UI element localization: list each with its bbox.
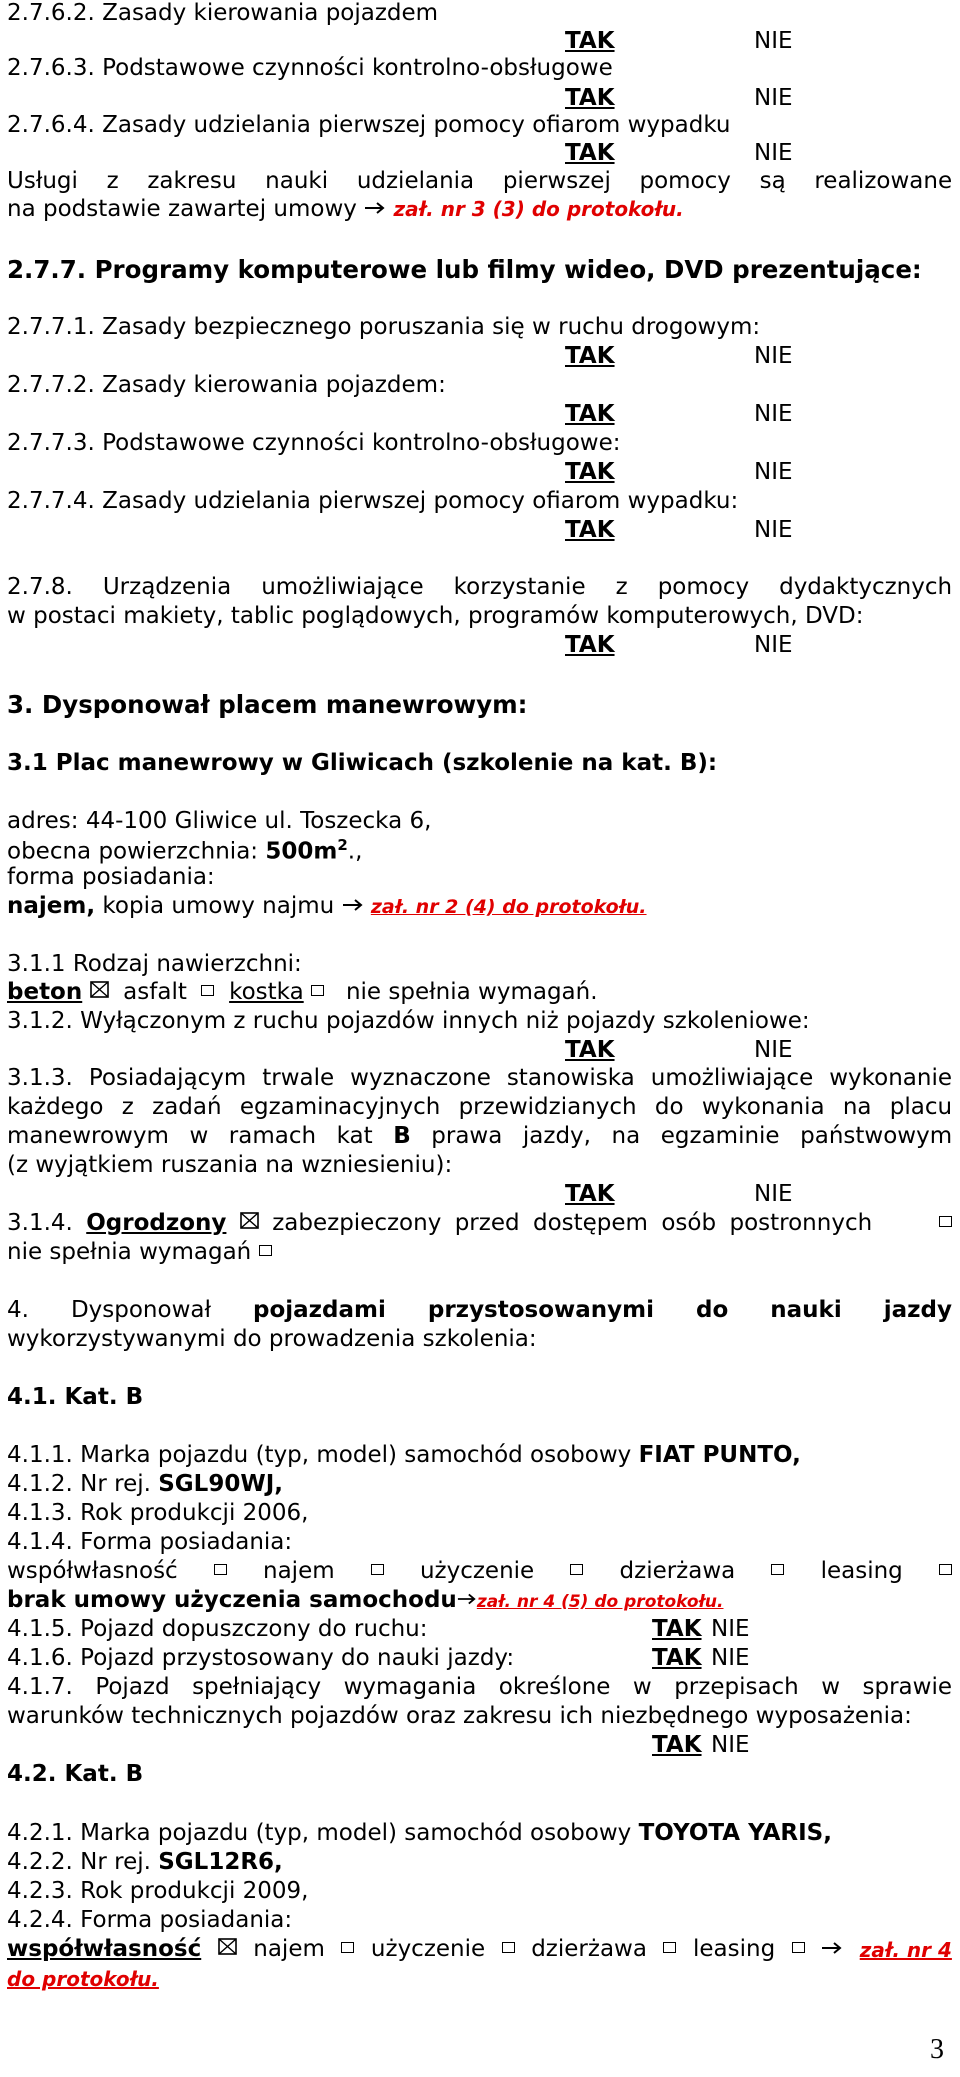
empty-box-icon — [570, 1564, 583, 1575]
ownership-form-label: forma posiadania: — [7, 864, 215, 890]
item-313-line1: 3.1.3. Posiadającym trwale wyznaczone stanowiska umożliwiające wykonanie — [7, 1065, 953, 1091]
item-313-line4: (z wyjątkiem ruszania na wzniesieniu): — [7, 1152, 453, 1178]
empty-box-icon — [201, 985, 214, 996]
page-number: 3 — [930, 2034, 944, 2065]
answer-tak: TAK — [565, 1181, 615, 1207]
ownership-options-41: współwłasność najem użyczenie dzierżawa leasing — [7, 1560, 952, 1583]
answer-tak: TAK — [652, 1616, 702, 1642]
answer-nie: NIE — [754, 1181, 793, 1207]
category-41: 4.1. Kat. B — [7, 1384, 144, 1410]
item-311: 3.1.1 Rodzaj nawierzchni: — [7, 951, 302, 977]
answer-tak: TAK — [652, 1732, 702, 1758]
empty-box-icon — [502, 1942, 515, 1953]
answer-tak: TAK — [652, 1645, 702, 1671]
empty-box-icon — [371, 1564, 384, 1575]
answer-tak: TAK — [565, 517, 615, 543]
section-4: 4. Dysponował pojazdami przystosowanymi do nauki jazdy — [7, 1297, 952, 1323]
section-title-3: 3. Dysponował placem manewrowym: — [7, 690, 528, 719]
paragraph-umowa: na podstawie zawartej umowy zał. nr 3 (3) do protokołu. — [7, 196, 684, 222]
empty-box-icon — [311, 985, 324, 996]
item-2764: 2.7.6.4. Zasady udzielania pierwszej pomocy ofiarom wypadku — [7, 112, 731, 138]
right-arrow-icon — [364, 201, 386, 215]
attachment-ref: zał. nr 3 (3) do protokołu. — [393, 197, 684, 221]
item-2763: 2.7.6.3. Podstawowe czynności kontrolno-obsługowe — [7, 55, 613, 81]
right-arrow-icon — [342, 898, 364, 912]
answer-nie: NIE — [754, 140, 793, 166]
section-title-277: 2.7.7. Programy komputerowe lub filmy wideo, DVD prezentujące: — [7, 255, 922, 284]
answer-nie: NIE — [754, 28, 793, 54]
item-412: 4.1.2. Nr rej. SGL90WJ, — [7, 1471, 284, 1497]
item-413: 4.1.3. Rok produkcji 2006, — [7, 1500, 309, 1526]
item-2771: 2.7.7.1. Zasady bezpiecznego poruszania się w ruchu drogowym: — [7, 314, 761, 340]
answer-tak: TAK — [565, 140, 615, 166]
empty-box-icon — [771, 1564, 784, 1575]
area: obecna powierzchnia: $500m^2$., — [7, 836, 363, 865]
item-423: 4.2.3. Rok produkcji 2009, — [7, 1878, 309, 1904]
answer-tak: TAK — [565, 632, 615, 658]
answer-nie: NIE — [754, 343, 793, 369]
answer-nie: NIE — [754, 1037, 793, 1063]
answer-nie: NIE — [754, 401, 793, 427]
section-4-cont: wykorzystywanymi do prowadzenia szkolenia: — [7, 1326, 537, 1352]
ownership-najem: najem, kopia umowy najmu zał. nr 2 (4) do protokołu. — [7, 893, 647, 919]
item-2772: 2.7.7.2. Zasady kierowania pojazdem: — [7, 372, 446, 398]
item-314-cont: nie spełnia wymagań — [7, 1241, 272, 1264]
attachment-ref-cont: do protokołu. — [7, 1967, 159, 1991]
empty-box-icon — [792, 1942, 805, 1953]
answer-tak: TAK — [565, 85, 615, 111]
item-417: 4.1.7. Pojazd spełniający wymagania określone w przepisach w sprawie — [7, 1674, 952, 1700]
item-421: 4.2.1. Marka pojazdu (typ, model) samochód osobowy TOYOTA YARIS, — [7, 1820, 832, 1846]
item-2762: 2.7.6.2. Zasady kierowania pojazdem — [7, 0, 439, 26]
ownership-options-42: współwłasność najem użyczenie dzierżawa leasing zał. nr 4 — [7, 1936, 952, 1962]
item-422: 4.2.2. Nr rej. SGL12R6, — [7, 1849, 283, 1875]
item-278-cont: w postaci makiety, tablic poglądowych, programów komputerowych, DVD: — [7, 603, 864, 629]
right-arrow-icon — [821, 1941, 843, 1955]
item-417-cont: warunków technicznych pojazdów oraz zakresu ich niezbędnego wyposażenia: — [7, 1703, 912, 1729]
empty-box-icon — [663, 1942, 676, 1953]
answer-nie: NIE — [754, 517, 793, 543]
empty-box-icon — [939, 1216, 952, 1227]
answer-tak: TAK — [565, 343, 615, 369]
item-278: 2.7.8. Urządzenia umożliwiające korzystanie z pomocy dydaktycznych — [7, 574, 953, 600]
answer-nie: NIE — [754, 459, 793, 485]
item-312: 3.1.2. Wyłączonym z ruchu pojazdów innych niż pojazdy szkoleniowe: — [7, 1008, 810, 1034]
empty-box-icon — [259, 1245, 272, 1256]
no-agreement: brak umowy użyczenia samochodu zał. nr 4 (5) do protokołu. — [7, 1587, 724, 1613]
answer-nie: NIE — [754, 632, 793, 658]
item-414: 4.1.4. Forma posiadania: — [7, 1529, 293, 1555]
checked-box-icon — [218, 1938, 237, 1955]
surface-options: beton asfalt kostka nie spełnia wymagań. — [7, 979, 598, 1005]
paragraph-uslugi: Usługi z zakresu nauki udzielania pierwszej pomocy są realizowane — [7, 168, 953, 194]
right-arrow-icon — [457, 1592, 477, 1606]
answer-tak: TAK — [565, 28, 615, 54]
answer-nie: NIE — [754, 85, 793, 111]
empty-box-icon — [939, 1564, 952, 1575]
item-313-line2: każdego z zadań egzaminacyjnych przewidzianych do wykonania na placu — [7, 1094, 953, 1120]
answer-tak: TAK — [565, 401, 615, 427]
checked-box-icon — [240, 1212, 259, 1229]
category-42: 4.2. Kat. B — [7, 1761, 144, 1787]
empty-box-icon — [214, 1564, 227, 1575]
item-415: 4.1.5. Pojazd dopuszczony do ruchu: — [7, 1616, 428, 1642]
item-314: 3.1.4. Ogrodzony zabezpieczony przed dostępem osób postronnych — [7, 1212, 952, 1235]
item-313-line3: manewrowym w ramach kat B prawa jazdy, na egzaminie państwowym — [7, 1123, 953, 1149]
attachment-ref: zał. nr 2 (4) do protokołu. — [370, 896, 647, 918]
address: adres: 44-100 Gliwice ul. Toszecka 6, — [7, 808, 432, 834]
answer-tak: TAK — [565, 459, 615, 485]
checked-box-icon — [90, 981, 109, 998]
answer-nie: NIE — [711, 1645, 750, 1671]
item-2774: 2.7.7.4. Zasady udzielania pierwszej pomocy ofiarom wypadku: — [7, 488, 739, 514]
section-title-31: 3.1 Plac manewrowy w Gliwicach (szkolenie na kat. B): — [7, 750, 718, 776]
empty-box-icon — [341, 1942, 354, 1953]
item-416: 4.1.6. Pojazd przystosowany do nauki jazdy: — [7, 1645, 515, 1671]
item-424: 4.2.4. Forma posiadania: — [7, 1907, 293, 1933]
item-2773: 2.7.7.3. Podstawowe czynności kontrolno-obsługowe: — [7, 430, 621, 456]
attachment-ref: zał. nr 4 — [859, 1937, 952, 1962]
item-411: 4.1.1. Marka pojazdu (typ, model) samochód osobowy FIAT PUNTO, — [7, 1442, 801, 1468]
answer-tak: TAK — [565, 1037, 615, 1063]
answer-nie: NIE — [711, 1616, 750, 1642]
attachment-ref: zał. nr 4 (5) do protokołu. — [476, 1592, 724, 1612]
answer-nie: NIE — [711, 1732, 750, 1758]
